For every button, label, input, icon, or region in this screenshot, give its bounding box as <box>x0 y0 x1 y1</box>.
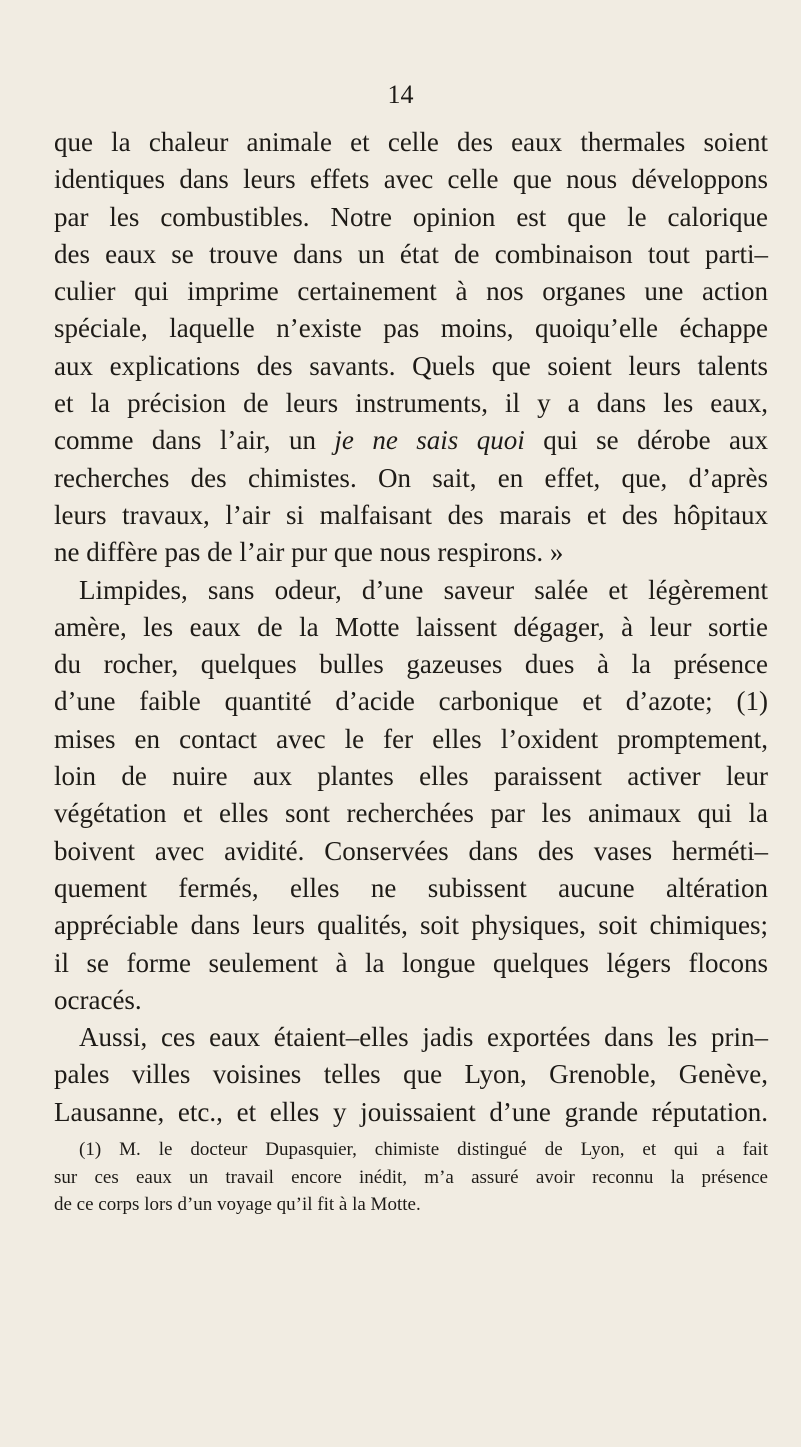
text-line: par les combustibles. Notre opinion est que le calorique <box>54 201 768 232</box>
text-fragment: comme dans l’air, un <box>54 425 316 456</box>
text-line: ne diffère pas de l’air pur que nous respirons. » <box>54 537 564 568</box>
text-line: ocracés. <box>54 984 142 1015</box>
text-line: du rocher, quelques bulles gazeuses dues à la présence <box>54 649 768 680</box>
text-line: quement fermés, elles ne subissent aucune altération <box>54 872 768 903</box>
footnote-line: de ce corps lors d’un voyage qu’il fit à la Motte. <box>54 1194 421 1215</box>
text-line: identiques dans leurs effets avec celle que nous développons <box>54 164 768 195</box>
text-line: aux explications des savants. Quels que soient leurs talents <box>54 350 768 381</box>
text-line: mises en contact avec le fer elles l’oxident promptement, <box>54 723 768 754</box>
page-number: 14 <box>387 80 414 109</box>
text-line: Limpides, sans odeur, d’une saveur salée et légèrement <box>79 574 768 605</box>
italic-phrase: je ne sais quoi <box>334 425 525 456</box>
footnote <box>54 1136 768 1219</box>
text-line: des eaux se trouve dans un état de combinaison tout parti– <box>54 238 768 269</box>
text-line: il se forme seulement à la longue quelques légers flocons <box>54 947 768 978</box>
text-line: Lausanne, etc., et elles y jouissaient d’une grande réputation. <box>54 1096 768 1127</box>
text-line: que la chaleur animale et celle des eaux thermales soient <box>54 127 768 157</box>
text-line: et la précision de leurs instruments, il y a dans les eaux, <box>54 388 768 419</box>
text-line: d’une faible quantité d’acide carbonique et d’azote; (1) <box>54 686 768 717</box>
text-line: amère, les eaux de la Motte laissent dégager, à leur sortie <box>54 611 768 642</box>
footnote-line: sur ces eaux un travail encore inédit, m’a assuré avoir reconnu la présence <box>54 1166 768 1188</box>
footnote-line: (1) M. le docteur Dupasquier, chimiste distingué de Lyon, et qui a fait <box>79 1139 768 1160</box>
text-line: recherches des chimistes. On sait, en effet, que, d’après <box>54 462 768 493</box>
text-line: végétation et elles sont recherchées par les animaux qui la <box>54 798 768 829</box>
text-line: loin de nuire aux plantes elles paraissent activer leur <box>54 761 768 792</box>
text-line: spéciale, laquelle n’existe pas moins, quoiqu’elle échappe <box>54 313 768 344</box>
text-line: pales villes voisines telles que Lyon, Grenoble, Genève, <box>54 1059 768 1090</box>
text-line: appréciable dans leurs qualités, soit physiques, soit chimiques; <box>54 910 768 941</box>
body-text <box>54 124 768 1131</box>
text-line: Aussi, ces eaux étaient–elles jadis exportées dans les prin– <box>79 1022 768 1053</box>
text-line: leurs travaux, l’air si malfaisant des marais et des hôpitaux <box>54 499 768 530</box>
text-line: culier qui imprime certainement à nos organes une action <box>54 276 768 307</box>
text-line: boivent avec avidité. Conservées dans des vases herméti– <box>54 835 768 866</box>
text-line <box>54 422 768 459</box>
text-fragment: qui se dérobe aux <box>543 425 768 456</box>
